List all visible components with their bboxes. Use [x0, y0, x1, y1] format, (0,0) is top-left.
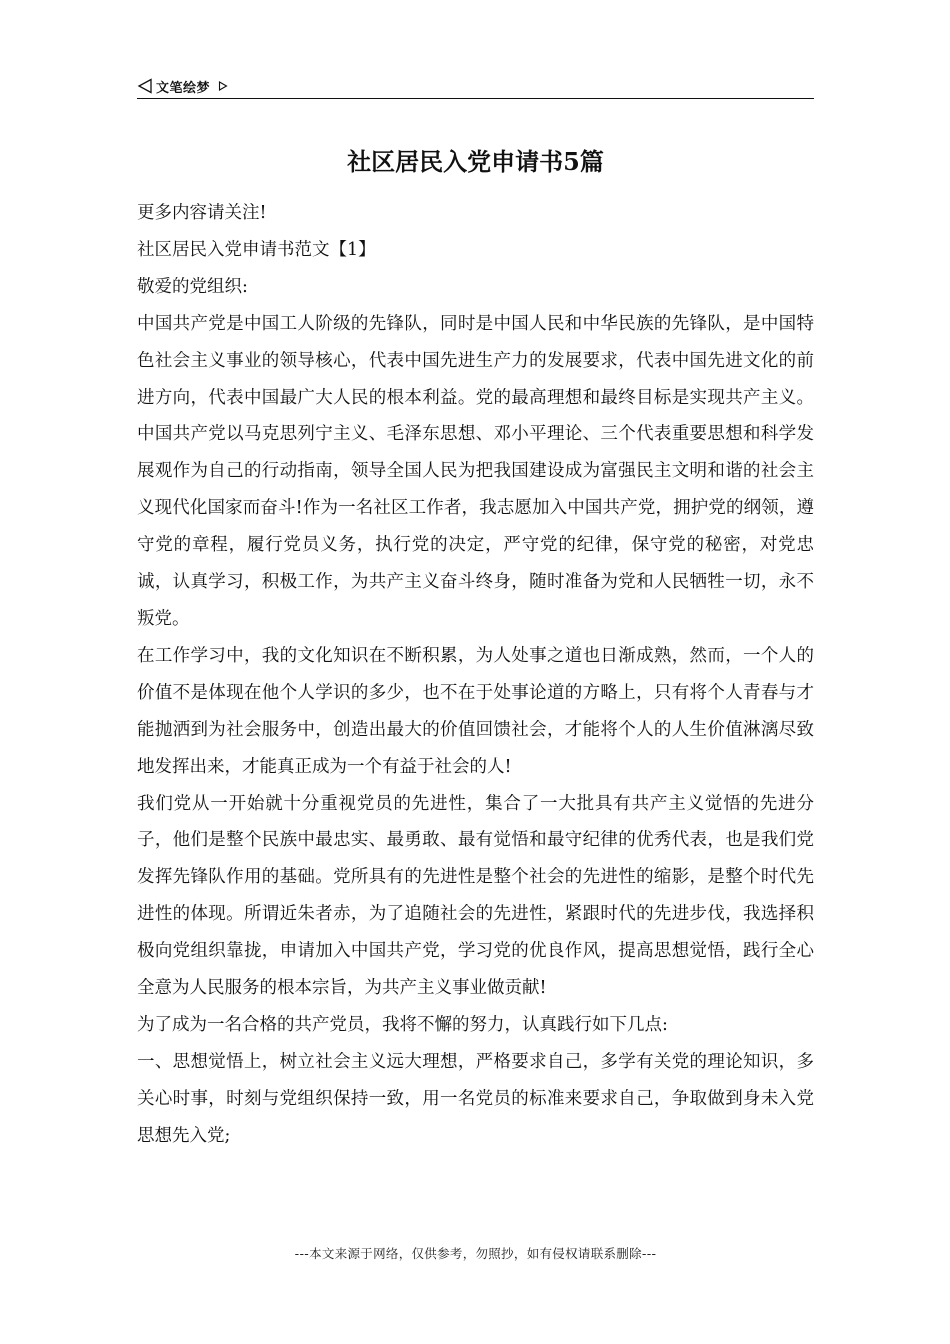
header-divider — [137, 98, 814, 99]
header-brand: 文笔绘梦 — [156, 80, 211, 96]
paragraph-body: 中国共产党是中国工人阶级的先锋队，同时是中国人民和中华民族的先锋队，是中国特色社会主义事业的领导核心，代表中国先进生产力的发展要求，代表中国先进文化的前进方向，代表中国最广大人民的根本利益。党的最高理想和最终目标是实现共产主义。中国共产党以马克思列宁主义、毛泽东思想、邓小平理论、三个代表重要思想和科学发展观作为自己的行动指南，领导全国人民为把我国建设成为富强民主文明和谐的社会主义现代化国家而奋斗!作为一名社区工作者，我志愿加入中国共产党，拥护党的纲领，遵守党的章程，履行党员义务，执行党的决定，严守党的纪律，保守党的秘密，对党忠诚，认真学习，积极工作，为共产主义奋斗终身，随时准备为党和人民牺牲一切，永不叛党。 — [137, 313, 814, 629]
paragraph-follow-note: 更多内容请关注! — [137, 203, 267, 223]
triangle-right-outline-icon — [218, 81, 228, 91]
document-title: 社区居民入党申请书5篇 — [347, 147, 604, 176]
paragraph-body: 在工作学习中，我的文化知识在不断积累，为人处事之道也日渐成熟，然而，一个人的价值不是体现在他个人学识的多少，也不在于处事论道的方略上，只有将个人青春与才能抛洒到为社会服务中，创造出最大的价值回馈社会，才能将个人的人生价值淋漓尽致地发挥出来，才能真正成为一个有益于社会的人! — [137, 645, 814, 777]
paragraph-body: 为了成为一名合格的共产党员，我将不懈的努力，认真践行如下几点: — [137, 1014, 668, 1035]
triangle-left-outline-icon — [137, 78, 153, 94]
paragraph-salutation: 敬爱的党组织: — [137, 276, 248, 297]
page-header — [137, 74, 814, 98]
paragraph-body: 我们党从一开始就十分重视党员的先进性，集合了一大批具有共产主义觉悟的先进分子，他们是整个民族中最忠实、最勇敢、最有觉悟和最守纪律的优秀代表，也是我们党发挥先锋队作用的基础。党所具有的先进性是整个社会的先进性的缩影，是整个时代先进性的体现。所谓近朱者赤，为了追随社会的先进性，紧跟时代的先进步伐，我选择积极向党组织靠拢，申请加入中国共产党，学习党的优良作风，提高思想觉悟，践行全心全意为人民服务的根本宗旨，为共产主义事业做贡献! — [137, 793, 814, 999]
paragraph-body: 一、思想觉悟上，树立社会主义远大理想，严格要求自己，多学有关党的理论知识，多关心时事，时刻与党组织保持一致，用一名党员的标准来要求自己，争取做到身未入党思想先入党; — [137, 1051, 814, 1146]
paragraph-sample-heading: 社区居民入党申请书范文【1】 — [137, 239, 376, 260]
page-footer-disclaimer: ---本文来源于网络，仅供参考，勿照抄，如有侵权请联系删除--- — [294, 1246, 657, 1261]
document-body — [137, 195, 814, 1155]
